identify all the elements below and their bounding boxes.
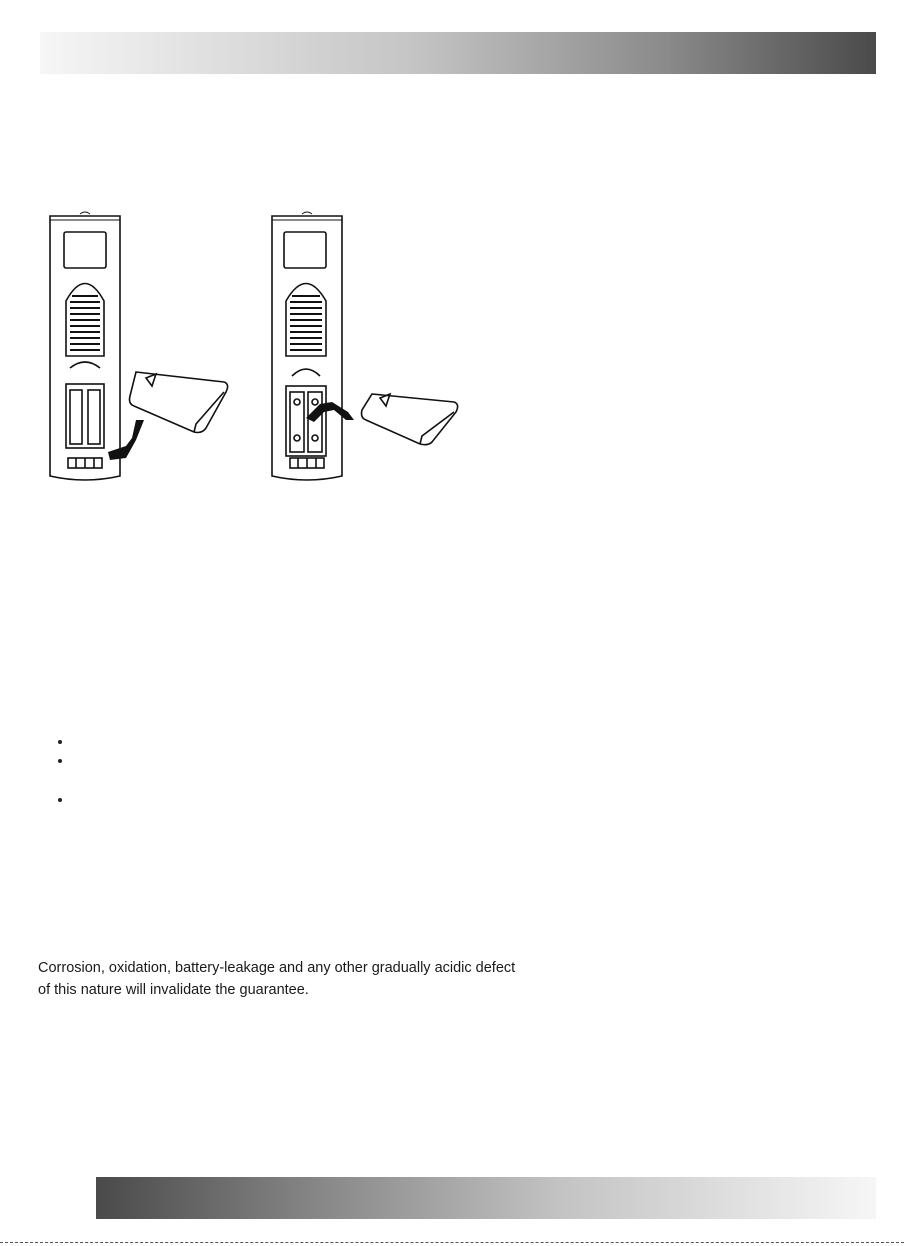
notice-line-1: Corrosion, oxidation, battery-leakage and any other gradually acidic defect [38,960,516,976]
bullet-marker [58,740,62,744]
remote-battery-insertion-illustration [262,206,472,486]
bullet-list [58,735,78,815]
remote-cover-removal-illustration [40,206,240,486]
notice-line-2: of this nature will invalidate the guarantee. [38,982,309,998]
footer-bar [96,1177,876,1219]
guarantee-notice [38,957,638,1001]
bullet-marker [58,759,62,763]
page-edge-rule [0,1242,904,1245]
header-bar [40,32,876,74]
bullet-marker [58,798,62,802]
